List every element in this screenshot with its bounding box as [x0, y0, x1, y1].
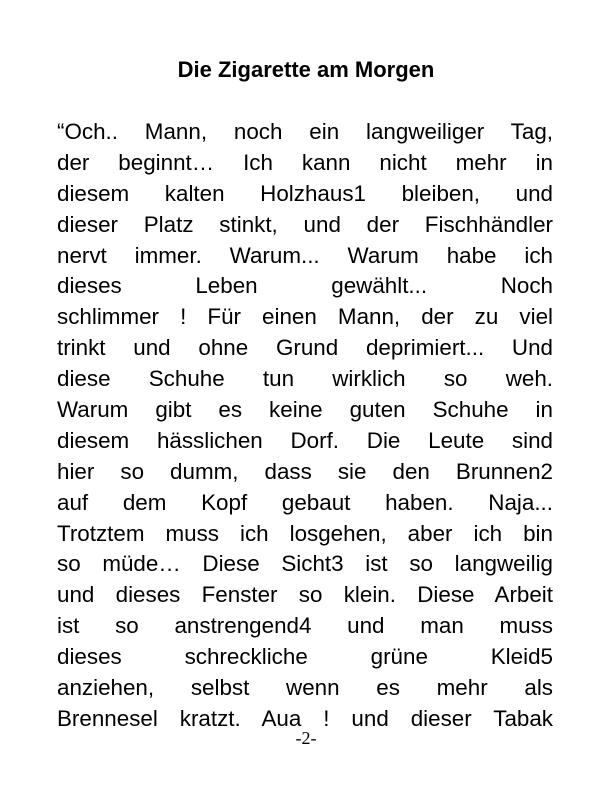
text-line: diesem kalten Holzhaus1 bleiben, und: [57, 180, 553, 206]
text-line: anziehen, selbst wenn es mehr als: [57, 675, 553, 701]
text-line: hier so dumm, dass sie den Brunnen2: [57, 458, 553, 484]
text-line: dieser Platz stinkt, und der Fischhändler: [57, 211, 553, 237]
text-line: und dieses Fenster so klein. Diese Arbeit: [57, 582, 553, 608]
text-line: trinkt und ohne Grund deprimiert... Und: [57, 335, 553, 361]
text-line: Warum gibt es keine guten Schuhe in: [57, 397, 553, 423]
body-paragraph: [57, 117, 553, 735]
text-line: nervt immer. Warum... Warum habe ich: [57, 242, 553, 268]
page-number: -2-: [295, 728, 317, 748]
text-line: Trotztem muss ich losgehen, aber ich bin: [57, 520, 553, 546]
text-line: ist so anstrengend4 und man muss: [57, 613, 553, 639]
text-line: dieses Leben gewählt... Noch: [57, 273, 553, 299]
text-line: auf dem Kopf gebaut haben. Naja...: [57, 489, 553, 515]
text-line: Brennesel kratzt. Aua ! und dieser Tabak: [57, 705, 553, 731]
text-line: dieses schreckliche grüne Kleid5: [57, 644, 553, 670]
page-title: Die Zigarette am Morgen: [177, 57, 435, 82]
text-line: diesem hässlichen Dorf. Die Leute sind: [57, 427, 553, 453]
text-line: diese Schuhe tun wirklich so weh.: [57, 366, 553, 392]
text-line: der beginnt… Ich kann nicht mehr in: [57, 149, 553, 175]
text-line: “Och.. Mann, noch ein langweiliger Tag,: [57, 119, 553, 144]
text-line: so müde… Diese Sicht3 ist so langweilig: [57, 551, 553, 577]
text-line: schlimmer ! Für einen Mann, der zu viel: [57, 304, 553, 330]
